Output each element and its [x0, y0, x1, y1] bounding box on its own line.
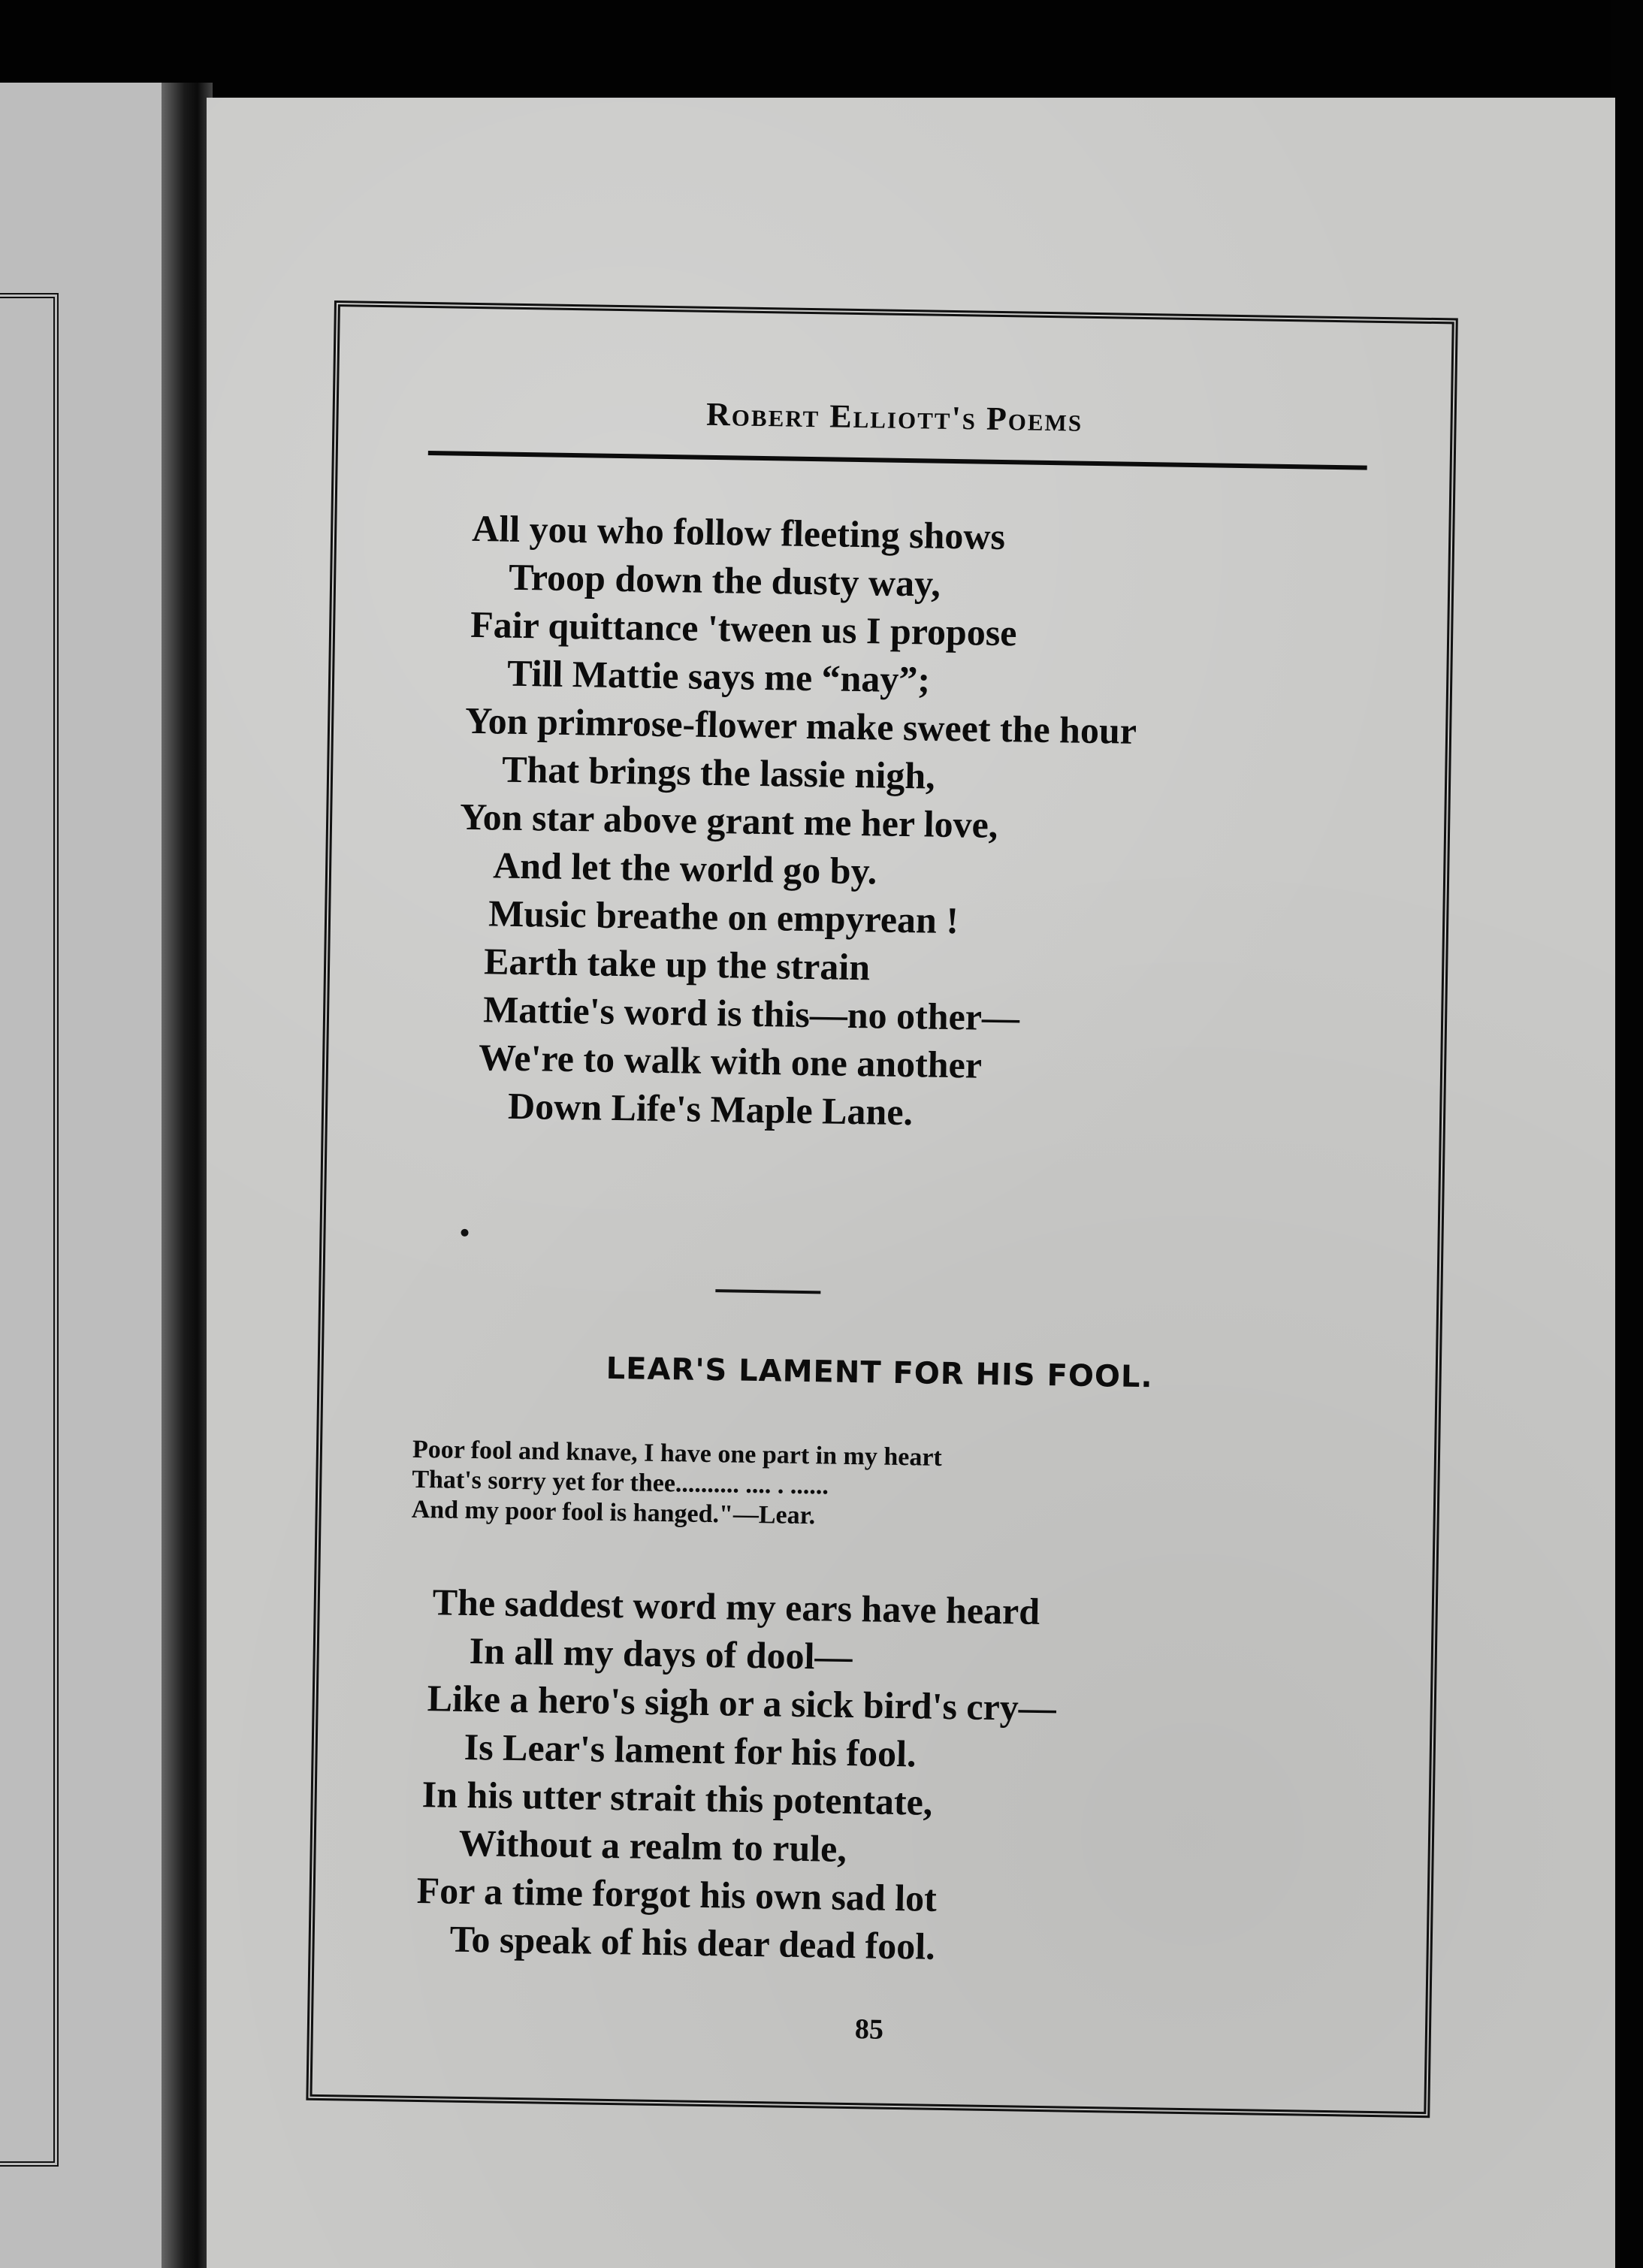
poem-line: Earth take up the strain — [483, 940, 871, 989]
poem-stanza — [314, 1576, 1432, 1978]
poem-line: Music breathe on empyrean ! — [488, 892, 959, 942]
poem-line: And let the world go by. — [492, 844, 877, 892]
poem-line: That brings the lassie nigh, — [501, 747, 936, 797]
page-content — [312, 307, 1451, 2112]
poem-line: Yon primrose-flower make sweet the hour — [464, 699, 1137, 752]
poem-line: Like a hero's sigh or a sick bird's cry— — [427, 1677, 1057, 1729]
facing-page-border — [0, 293, 59, 2167]
book-gutter — [162, 83, 213, 2268]
stray-mark — [461, 1229, 468, 1237]
page-border — [306, 300, 1457, 2118]
epigraph-line: And my poor fool is hanged."—Lear. — [411, 1495, 816, 1530]
poem-line: We're to walk with one another — [478, 1036, 983, 1086]
poem-line: Till Mattie says me “nay”; — [506, 651, 931, 701]
poem-line: For a time forgot his own sad lot — [416, 1868, 938, 1919]
epigraph — [411, 1435, 1389, 1540]
header-rule — [428, 451, 1367, 470]
poem-line: To speak of his dear dead fool. — [449, 1917, 936, 1968]
poem-line: Without a realm to rule, — [458, 1821, 847, 1870]
scan-edge — [1611, 0, 1643, 2268]
section-divider — [715, 1289, 820, 1294]
book-page — [207, 98, 1615, 2268]
epigraph-line: Poor fool and knave, I have one part in my heart — [412, 1435, 943, 1472]
epigraph-line: That's sorry yet for thee.......... .... . ...... — [412, 1465, 829, 1500]
poem-line: Yon star above grant me her love, — [459, 795, 998, 846]
poem-line: Is Lear's lament for his fool. — [464, 1725, 917, 1775]
poem-line: In his utter strait this potentate, — [421, 1773, 933, 1823]
poem-line: Down Life's Maple Lane. — [507, 1084, 914, 1134]
poem-line: The saddest word my ears have heard — [432, 1581, 1040, 1632]
poem-line: Fair quittance 'tween us I propose — [470, 602, 1017, 654]
facing-page-edge — [0, 83, 188, 2268]
poem-stanza — [328, 502, 1449, 1144]
running-head: Robert Elliott's Poems — [705, 395, 1083, 439]
page-number: 85 — [854, 2013, 884, 2046]
poem-title: LEAR'S LAMENT FOR HIS FOOL. — [606, 1351, 1153, 1395]
poem-line: Troop down the dusty way, — [508, 555, 941, 605]
poem-line: Mattie's word is this—no other— — [482, 988, 1020, 1039]
poem-line: All you who follow fleeting shows — [471, 506, 1006, 558]
poem-line: In all my days of dool— — [469, 1629, 853, 1678]
